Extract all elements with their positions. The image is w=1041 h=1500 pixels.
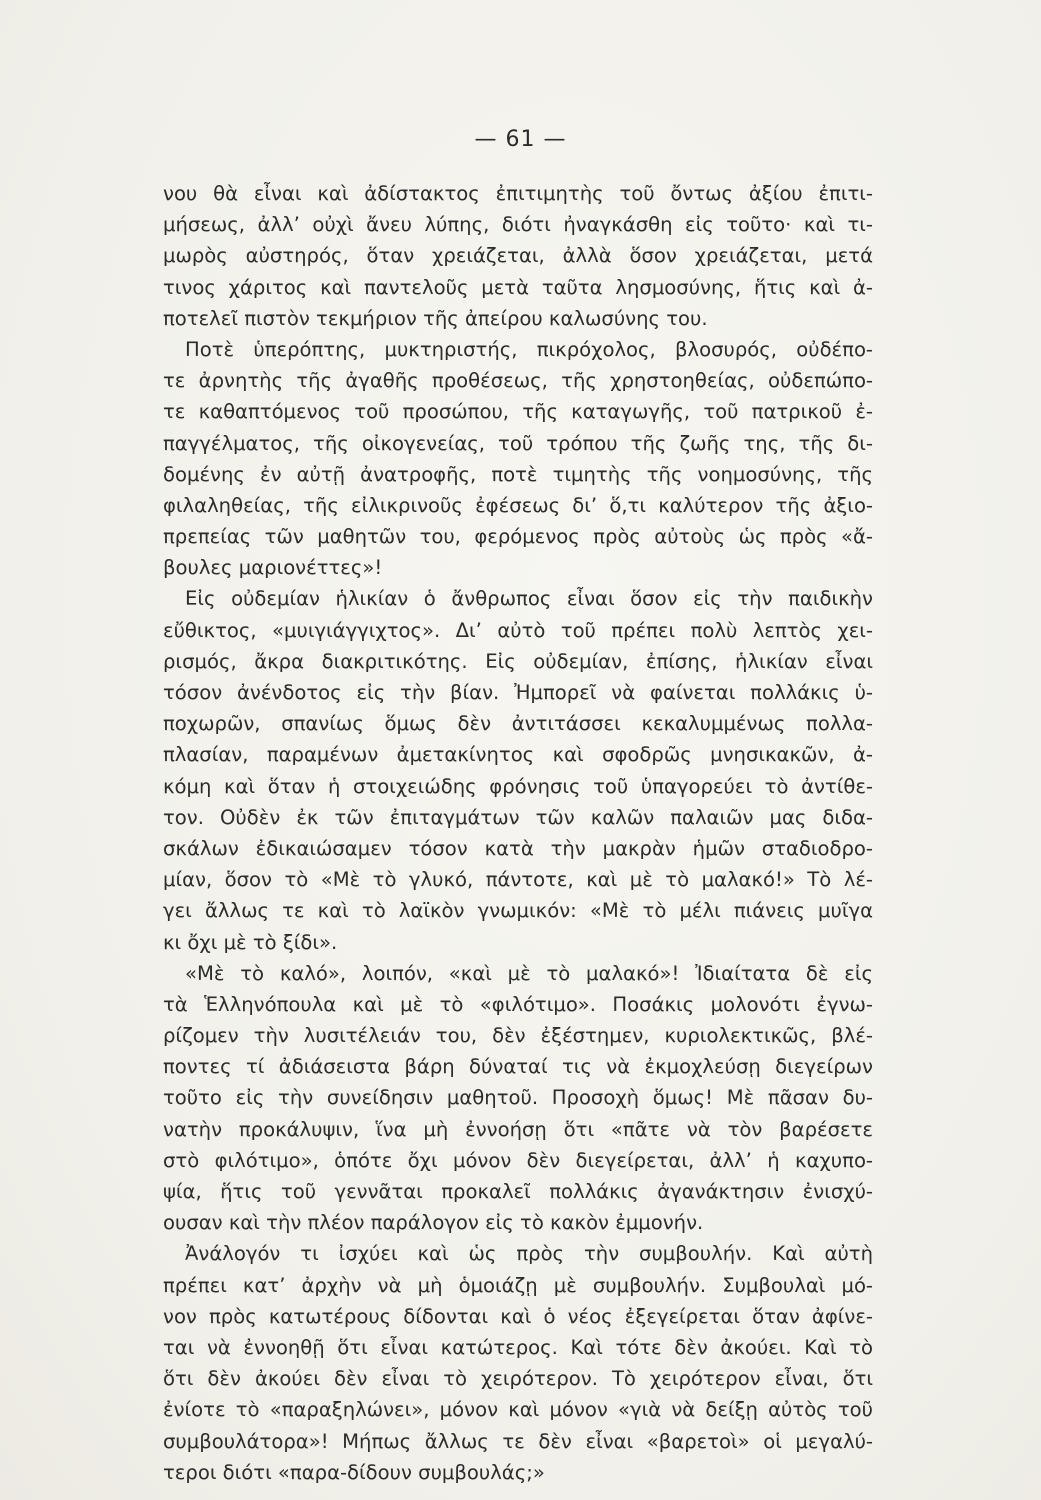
text-line: ρίζομεν τὴν λυσιτέλειάν του, δὲν ἐξέστημεν, κυριολεκτικῶς, βλέ-: [163, 1024, 873, 1048]
text-line: τοῦτο εἰς τὴν συνείδησιν μαθητοῦ. Προσοχὴ ὅμως! Μὲ πᾶσαν δυ-: [163, 1086, 873, 1110]
text-line: ποντες τί ἀδιάσειστα βάρη δύναταί τις νὰ ἐκμοχλεύσῃ διεγείρων: [163, 1055, 873, 1079]
text-line: μήσεως, ἀλλ’ οὐχὶ ἄνευ λύπης, διότι ἠναγκάσθη εἰς τοῦτο· καὶ τι-: [163, 213, 873, 237]
text-line: ται νὰ ἐννοηθῇ ὅτι εἶναι κατώτερος. Καὶ τότε δὲν ἀκούει. Καὶ τὸ: [163, 1335, 873, 1359]
text-line: ουσαν καὶ τὴν πλέον παράλογον εἰς τὸ κακὸν ἐμμονήν.: [163, 1211, 704, 1235]
text-line: τε καθαπτόμενος τοῦ προσώπου, τῆς καταγωγῆς, τοῦ πατρικοῦ ἐ-: [163, 400, 873, 424]
text-line: κόμη καὶ ὅταν ἡ στοιχειώδης φρόνησις τοῦ ὑπαγορεύει τὸ ἀντίθε-: [163, 774, 873, 798]
text-line: ἐνίοτε τὸ «παραξηλώνει», μόνον καὶ μόνον «γιὰ νὰ δείξῃ αὐτὸς τοῦ: [163, 1398, 873, 1422]
text-line: πλασίαν, παραμένων ἀμετακίνητος καὶ σφοδρῶς μνησικακῶν, ἀ-: [163, 743, 873, 767]
text-line: μωρὸς αὐστηρός, ὅταν χρειάζεται, ἀλλὰ ὅσον χρειάζεται, μετά: [163, 244, 873, 268]
text-line: δομένης ἐν αὐτῇ ἀνατροφῆς, ποτὲ τιμητὴς τῆς νοημοσύνης, τῆς: [163, 462, 873, 486]
text-line: τόσον ἀνένδοτος εἰς τὴν βίαν. Ἠμπορεῖ νὰ φαίνεται πολλάκις ὑ-: [163, 681, 873, 704]
text-line: νου θὰ εἶναι καὶ ἀδίστακτος ἐπιτιμητὴς τοῦ ὄντως ἀξίου ἐπιτι-: [163, 182, 873, 205]
text-line: τεροι διότι «παρα-δίδουν συμβουλάς;»: [163, 1460, 545, 1484]
text-line: ψία, ἥτις τοῦ γεννᾶται προκαλεῖ πολλάκις ἀγανάκτησιν ἐνισχύ-: [163, 1180, 873, 1203]
text-line: τινος χάριτος καὶ παντελοῦς μετὰ ταῦτα λησμοσύνης, ἥτις καὶ ἀ-: [163, 275, 873, 299]
text-line: τε ἀρνητὴς τῆς ἀγαθῆς προθέσεως, τῆς χρηστοηθείας, οὐδεπώπο-: [163, 369, 873, 393]
text-line: φιλαληθείας, τῆς εἰλικρινοῦς ἐφέσεως δι’ ὅ,τι καλύτερον τῆς ἀξιο-: [163, 493, 873, 517]
text-line: Ἀνάλογόν τι ἰσχύει καὶ ὡς πρὸς τὴν συμβουλήν. Καὶ αὐτὴ: [185, 1242, 873, 1266]
text-line: κι ὄχι μὲ τὸ ξίδι».: [163, 930, 338, 954]
page-number: — 61 —: [474, 127, 567, 152]
text-line: πρεπείας τῶν μαθητῶν του, φερόμενος πρὸς αὐτοὺς ὡς πρὸς «ἄ-: [163, 525, 873, 549]
text-line: ὅτι δὲν ἀκούει δὲν εἶναι τὸ χειρότερον. Τὸ χειρότερον εἶναι, ὅτι: [163, 1367, 873, 1391]
text-line: στὸ φιλότιμο», ὁπότε ὄχι μόνον δὲν διεγείρεται, ἀλλ’ ἡ καχυπο-: [163, 1148, 873, 1172]
text-line: ρισμός, ἄκρα διακριτικότης. Εἰς οὐδεμίαν, ἐπίσης, ἡλικίαν εἶναι: [163, 649, 873, 673]
text-line: εὔθικτος, «μυιγιάγγιχτος». Δι’ αὐτὸ τοῦ πρέπει πολὺ λεπτὸς χει-: [163, 618, 873, 642]
text-line: γει ἄλλως τε καὶ τὸ λαϊκὸν γνωμικόν: «Μὲ τὸ μέλι πιάνεις μυῖγα: [163, 899, 873, 923]
text-line: «Μὲ τὸ καλό», λοιπόν, «καὶ μὲ τὸ μαλακό»! Ἰδιαίτατα δὲ εἰς: [185, 961, 873, 985]
body-text: [163, 178, 873, 1488]
text-line: ποτελεῖ πιστὸν τεκμήριον τῆς ἀπείρου καλωσύνης του.: [163, 306, 708, 330]
text-line: τον. Οὐδὲν ἐκ τῶν ἐπιταγμάτων τῶν καλῶν παλαιῶν μας διδα-: [163, 805, 873, 829]
text-line: ποχωρῶν, σπανίως ὅμως δὲν ἀντιτάσσει κεκαλυμμένως πολλα-: [163, 712, 873, 736]
text-line: πρέπει κατ’ ἀρχὴν νὰ μὴ ὁμοιάζῃ μὲ συμβουλήν. Συμβουλαὶ μό-: [163, 1273, 873, 1297]
text-line: νον πρὸς κατωτέρους δίδονται καὶ ὁ νέος ἐξεγείρεται ὅταν ἀφίνε-: [163, 1304, 873, 1328]
text-line: παγγέλματος, τῆς οἰκογενείας, τοῦ τρόπου τῆς ζωῆς της, τῆς δι-: [163, 431, 873, 455]
text-line: νατὴν προκάλυψιν, ἵνα μὴ ἐννοήσῃ ὅτι «πᾶτε νὰ τὸν βαρέσετε: [163, 1117, 873, 1141]
text-line: μίαν, ὅσον τὸ «Μὲ τὸ γλυκό, πάντοτε, καὶ μὲ τὸ μαλακό!» Τὸ λέ-: [163, 868, 873, 892]
text-line: Εἰς οὐδεμίαν ἡλικίαν ὁ ἄνθρωπος εἶναι ὅσον εἰς τὴν παιδικὴν: [185, 587, 873, 611]
text-line: σκάλων ἐδικαιώσαμεν τόσον κατὰ τὴν μακρὰν ἡμῶν σταδιοδρο-: [163, 836, 873, 860]
text-line: συμβουλάτορα»! Μήπως ἄλλως τε δὲν εἶναι «βαρετοὶ» οἱ μεγαλύ-: [163, 1429, 873, 1453]
text-line: βουλες μαριονέττες»!: [163, 556, 383, 580]
text-line: Ποτὲ ὑπερόπτης, μυκτηριστής, πικρόχολος, βλοσυρός, οὐδέπο-: [185, 337, 873, 361]
text-line: τὰ Ἑλληνόπουλα καὶ μὲ τὸ «φιλότιμο». Ποσάκις μολονότι ἐγνω-: [163, 992, 873, 1016]
